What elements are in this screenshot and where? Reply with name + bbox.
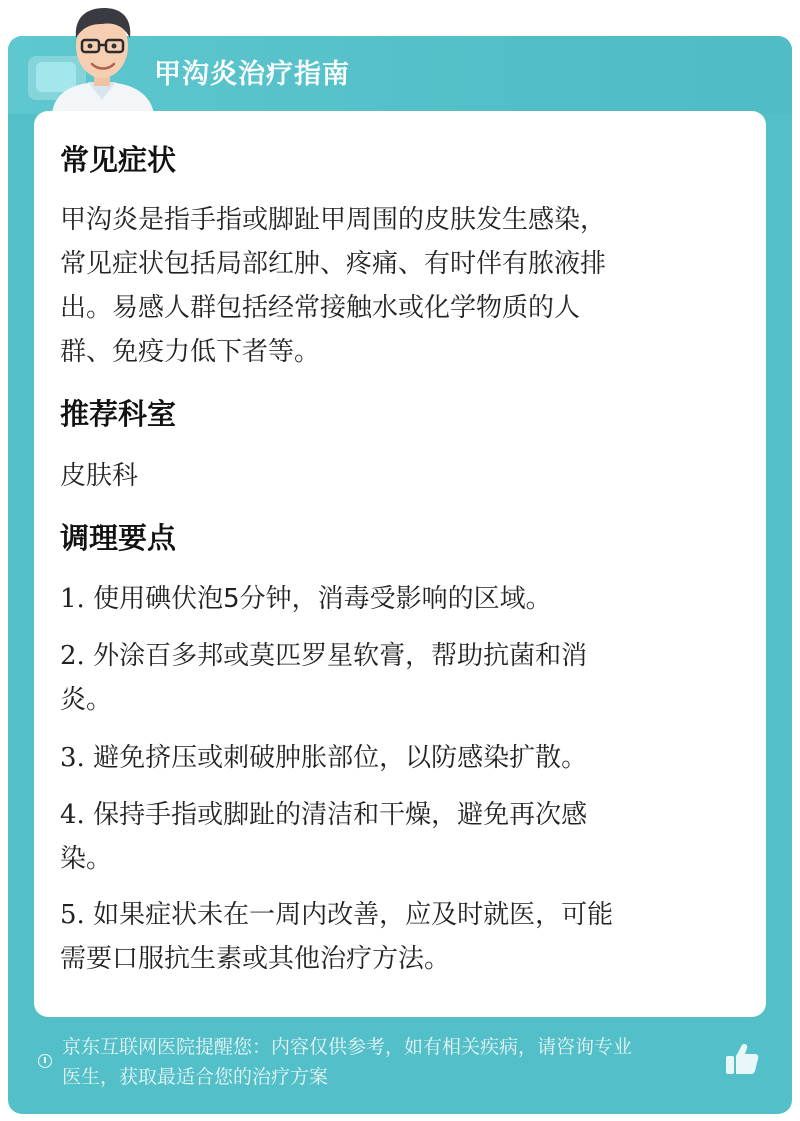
symptoms-paragraph	[60, 198, 728, 374]
disclaimer-note	[62, 1032, 730, 1092]
care-item	[60, 893, 728, 981]
care-item	[60, 634, 728, 722]
care-item	[60, 577, 728, 621]
symptoms-line: 常见症状包括局部红肿、疼痛、有时伴有脓液排	[60, 249, 607, 279]
section-title-care: 调理要点	[60, 521, 177, 555]
section-title-department: 推荐科室	[60, 397, 177, 431]
care-item	[60, 736, 728, 780]
care-item-number: 2.	[60, 641, 85, 671]
doctor-avatar-icon	[44, 0, 160, 114]
care-item-number: 5.	[60, 900, 85, 930]
care-item-text: 外涂百多邦或莫匹罗星软膏，帮助抗菌和消	[93, 641, 588, 671]
care-item-text: 染。	[60, 844, 113, 874]
disclaimer-line: 京东互联网医院提醒您：内容仅供参考，如有相关疾病，请咨询专业	[62, 1036, 633, 1058]
symptoms-line: 出。易感人群包括经常接触水或化学物质的人	[60, 293, 581, 323]
care-item-text: 使用碘伏泡5分钟，消毒受影响的区域。	[93, 584, 552, 614]
page-title: 甲沟炎治疗指南	[154, 59, 350, 90]
info-icon	[38, 1054, 52, 1068]
section-title-symptoms: 常见症状	[60, 143, 177, 177]
care-item-text: 需要口服抗生素或其他治疗方法。	[60, 944, 451, 974]
symptoms-line: 甲沟炎是指手指或脚趾甲周围的皮肤发生感染，	[60, 205, 607, 235]
care-item-text: 炎。	[60, 685, 113, 715]
symptoms-line: 群、免疫力低下者等。	[60, 337, 321, 367]
care-item	[60, 793, 728, 881]
care-item-text: 保持手指或脚趾的清洁和干燥，避免再次感	[93, 800, 588, 830]
disclaimer-line: 医生，获取最适合您的治疗方案	[62, 1066, 329, 1088]
care-item-text: 如果症状未在一周内改善，应及时就医，可能	[93, 900, 614, 930]
thumbs-up-icon[interactable]	[724, 1042, 760, 1076]
care-item-number: 1.	[60, 584, 85, 614]
department-value: 皮肤科	[60, 461, 139, 491]
care-item-number: 3.	[60, 743, 85, 773]
care-item-number: 4.	[60, 800, 85, 830]
care-item-text: 避免挤压或刺破肿胀部位，以防感染扩散。	[93, 743, 588, 773]
